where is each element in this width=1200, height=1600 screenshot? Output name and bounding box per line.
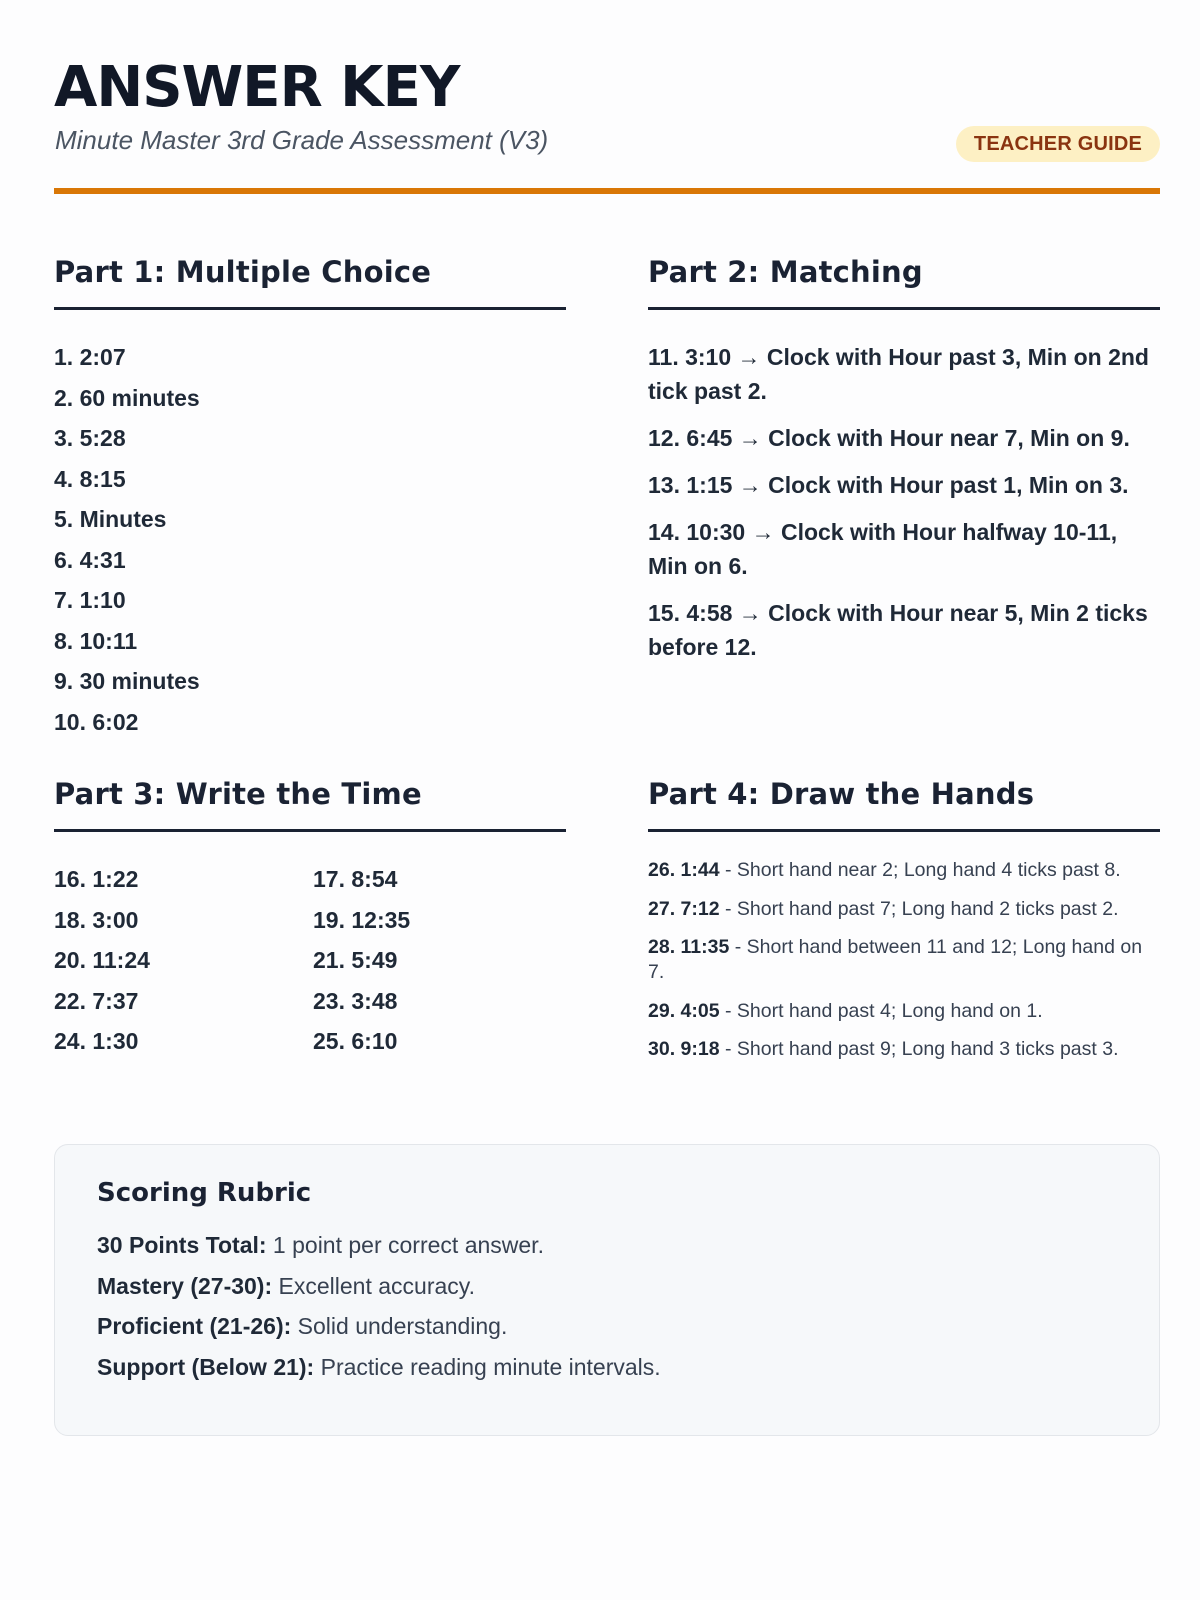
rubric-item <box>97 1347 1117 1388</box>
answer-item: 21. 5:49 <box>313 947 398 973</box>
answer-item: 5. Minutes <box>54 506 167 532</box>
scoring-rubric-box <box>54 1144 1160 1436</box>
answer-item: 17. 8:54 <box>313 866 398 892</box>
answer-item: 24. 1:30 <box>54 1028 139 1054</box>
answer-item: 13. 1:15 → Clock with Hour past 1, Min on 3. <box>648 472 1129 498</box>
answer-item: 8. 10:11 <box>54 627 138 654</box>
rubric-text: Practice reading minute intervals. <box>314 1353 661 1380</box>
answer-description: - Short hand between 11 and 12; Long hand on 7. <box>648 936 1143 983</box>
answer-item: 15. 4:58 → Clock with Hour near 5, Min 2 ticks before 12. <box>648 600 1148 660</box>
part4-draw-hands-section <box>648 774 1160 1076</box>
answer-item: 2. 60 minutes <box>54 384 200 411</box>
part1-title: Part 1: Multiple Choice <box>54 252 566 310</box>
part2-answer-list <box>648 340 1160 664</box>
answer-item: 11. 3:10 → Clock with Hour past 3, Min on 2nd tick past 2. <box>648 344 1149 404</box>
page-title: ANSWER KEY <box>54 55 460 120</box>
rubric-label: Mastery (27-30): <box>97 1272 273 1299</box>
answer-item: 23. 3:48 <box>313 987 398 1014</box>
part3-answer-grid <box>54 859 566 1062</box>
answer-item <box>648 897 1160 922</box>
answer-description: - Short hand past 7; Long hand 2 ticks past 2. <box>719 897 1119 920</box>
rubric-item <box>97 1306 1117 1347</box>
answer-item: 19. 12:35 <box>313 906 411 933</box>
answer-item: 20. 11:24 <box>54 947 150 973</box>
part2-title: Part 2: Matching <box>648 252 1160 310</box>
rubric-label: Proficient (21-26): <box>97 1313 292 1339</box>
answer-item <box>648 1037 1160 1062</box>
part1-multiple-choice-section <box>54 252 566 742</box>
answer-item <box>648 999 1160 1024</box>
answer-description: - Short hand near 2; Long hand 4 ticks past 8. <box>719 859 1121 881</box>
rubric-item <box>97 1266 1117 1307</box>
answer-item: 14. 10:30 → Clock with Hour halfway 10-11, Min on 6. <box>648 519 1118 579</box>
answer-item <box>648 935 1160 985</box>
part3-title: Part 3: Write the Time <box>54 774 566 832</box>
answer-item: 10. 6:02 <box>54 708 139 735</box>
answer-time: 27. 7:12 <box>648 897 720 920</box>
answer-item: 9. 30 minutes <box>54 668 200 694</box>
rubric-text: Solid understanding. <box>291 1313 508 1339</box>
part3-write-time-section <box>54 774 566 1062</box>
part2-matching-section <box>648 252 1160 677</box>
answer-description: - Short hand past 4; Long hand on 1. <box>719 999 1043 1022</box>
answer-time: 29. 4:05 <box>648 999 720 1022</box>
answer-time: 26. 1:44 <box>648 859 720 881</box>
answer-description: - Short hand past 9; Long hand 3 ticks past 3. <box>719 1038 1119 1060</box>
part4-answer-list <box>648 858 1160 1062</box>
rubric-label: 30 Points Total: <box>97 1232 267 1258</box>
rubric-item <box>97 1225 1117 1266</box>
answer-item: 12. 6:45 → Clock with Hour near 7, Min on 9. <box>648 425 1130 451</box>
answer-item: 16. 1:22 <box>54 866 139 892</box>
answer-item: 22. 7:37 <box>54 987 139 1014</box>
answer-item: 1. 2:07 <box>54 344 126 370</box>
answer-item: 18. 3:00 <box>54 906 139 933</box>
rubric-text: 1 point per correct answer. <box>266 1232 544 1258</box>
answer-item: 4. 8:15 <box>54 465 126 492</box>
answer-item: 6. 4:31 <box>54 546 126 573</box>
answer-time: 28. 11:35 <box>648 936 730 958</box>
answer-time: 30. 9:18 <box>648 1038 720 1060</box>
page-subtitle: Minute Master 3rd Grade Assessment (V3) <box>55 125 549 155</box>
header-divider <box>54 188 1160 194</box>
answer-item <box>648 858 1160 883</box>
rubric-text: Excellent accuracy. <box>272 1272 475 1299</box>
answer-item: 3. 5:28 <box>54 425 126 451</box>
rubric-list <box>97 1225 1117 1387</box>
teacher-guide-badge: TEACHER GUIDE <box>956 126 1160 162</box>
answer-item: 25. 6:10 <box>313 1028 398 1054</box>
answer-item: 7. 1:10 <box>54 587 126 613</box>
part1-answer-list <box>54 337 566 742</box>
rubric-title: Scoring Rubric <box>97 1178 312 1208</box>
rubric-label: Support (Below 21): <box>97 1353 315 1380</box>
part4-title: Part 4: Draw the Hands <box>648 774 1160 832</box>
